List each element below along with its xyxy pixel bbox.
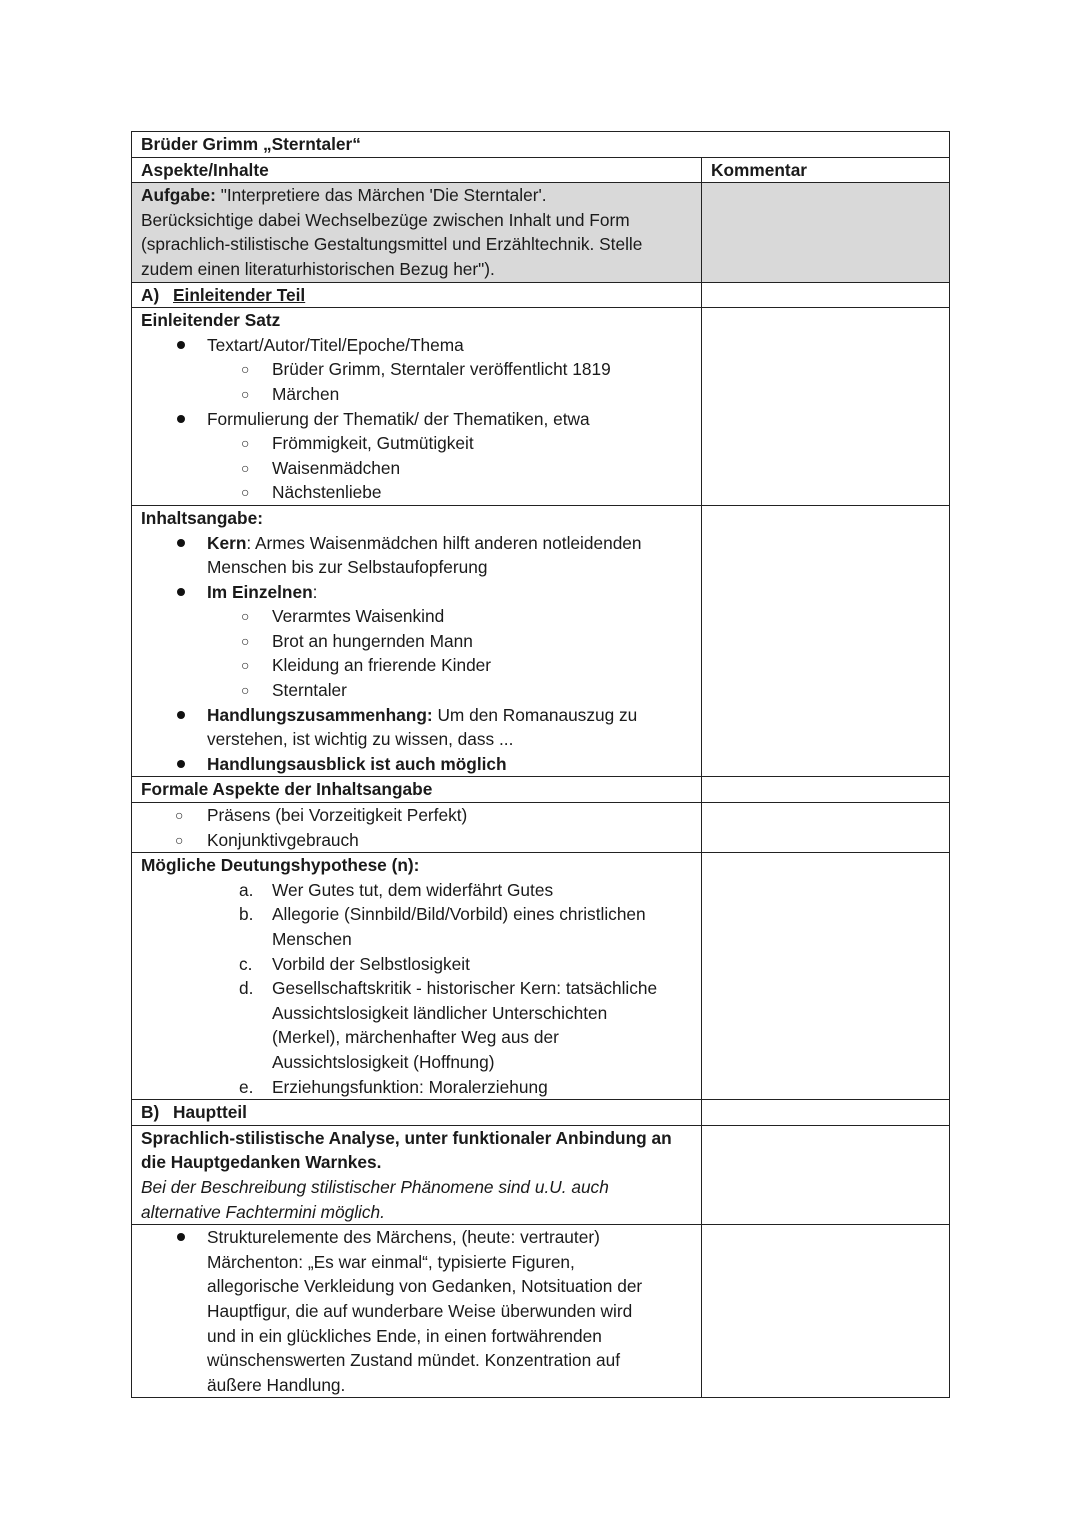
hypothesis-row [132, 853, 950, 1100]
circle-bullet-icon: ○ [241, 385, 250, 402]
structure-comment-cell [702, 1225, 950, 1398]
formal-items-cell: ○ Präsens (bei Vorzeitigkeit Perfekt) ○ Konjunktivgebrauch [132, 803, 702, 853]
circle-bullet-icon: ○ [175, 807, 184, 824]
summary-cell: Inhaltsangabe: Kern: Armes Waisenmädchen hilft anderen notleidenden Menschen bis zur Selbstaufopferung Im Einzelnen: ○ Verarmtes Waisenkind ○ Brot an hungernden Mann ○ Kleidung an frierende Kinder ○ Sterntaler Handlungszusammenhang: Um den Romanauszug zu verstehen, ist wichtig zu wissen, dass ... Handlungsausblick ist auch möglich [132, 505, 702, 777]
circle-bullet-icon: ○ [241, 484, 250, 501]
analysis-row [132, 1125, 950, 1224]
circle-bullet-icon: ○ [241, 632, 250, 649]
bullet-icon [177, 711, 185, 719]
section-b-comment-cell [702, 1100, 950, 1126]
assignment-table [131, 131, 950, 1398]
document-title: Brüder Grimm „Sterntaler“ [132, 132, 950, 158]
circle-bullet-icon: ○ [241, 608, 250, 625]
circle-bullet-icon: ○ [241, 435, 250, 452]
section-a-row [132, 282, 950, 308]
circle-bullet-icon: ○ [241, 459, 250, 476]
structure-cell: Strukturelemente des Märchens, (heute: vertrauter) Märchenton: „Es war einmal“, typisierte Figuren, allegorische Verkleidung von Gedanken, Notsituation der Hauptfigur, die auf wunderbare Weise überwunden wird und in ein glückliches Ende, in einen fortwährenden wünschenswerten Zustand mündet. Konzentration auf äußere Handlung. [132, 1225, 702, 1398]
circle-bullet-icon: ○ [175, 831, 184, 848]
structure-row [132, 1225, 950, 1398]
task-row [132, 183, 950, 282]
circle-bullet-icon: ○ [241, 361, 250, 378]
summary-comment-cell [702, 505, 950, 777]
bullet-icon [177, 539, 185, 547]
section-b-row [132, 1100, 950, 1126]
bullet-icon [177, 760, 185, 768]
formal-heading-row [132, 777, 950, 803]
bullet-icon [177, 588, 185, 596]
hypothesis-cell: Mögliche Deutungshypothese (n): a. Wer Gutes tut, dem widerfährt Gutes b. Allegorie (Sinnbild/Bild/Vorbild) eines christlichen Menschen c. Vorbild der Selbstlosigkeit d. Gesellschaftskritik - historischer Kern: tatsächliche Aussichtslosigkeit ländlicher Unterschichten (Merkel), märchenhafter Weg aus der Aussichtslosigkeit (Hoffnung) e. Erziehungsfunktion: Moralerziehung [132, 853, 702, 1100]
intro-row [132, 308, 950, 506]
task-cell: Aufgabe: "Interpretiere das Märchen 'Die Sterntaler'. Berücksichtige dabei Wechselbezüge zwischen Inhalt und Form (sprachlich-stilistische Gestaltungsmittel und Erzähltechnik. Stelle zudem einen literaturhistorischen Bezug her"). [132, 183, 702, 282]
formal-items-row [132, 803, 950, 853]
circle-bullet-icon: ○ [241, 657, 250, 674]
formal-heading: Formale Aspekte der Inhaltsangabe [132, 777, 702, 803]
analysis-comment-cell [702, 1125, 950, 1224]
summary-row [132, 505, 950, 777]
circle-bullet-icon: ○ [241, 682, 250, 699]
header-row [132, 157, 950, 183]
header-aspects: Aspekte/Inhalte [132, 157, 702, 183]
intro-cell: Einleitender Satz Textart/Autor/Titel/Epoche/Thema ○ Brüder Grimm, Sterntaler veröffentlicht 1819 ○ Märchen Formulierung der Thematik/ der Thematiken, etwa ○ Frömmigkeit, Gutmütigkeit ○ Waisenmädchen ○ Nächstenliebe [132, 308, 702, 506]
formal-items-comment-cell [702, 803, 950, 853]
bullet-icon [177, 1233, 185, 1241]
title-row [132, 132, 950, 158]
section-a-comment-cell [702, 282, 950, 308]
hypothesis-comment-cell [702, 853, 950, 1100]
analysis-cell: Sprachlich-stilistische Analyse, unter funktionaler Anbindung an die Hauptgedanken Warnkes. Bei der Beschreibung stilistischer Phänomene sind u.U. auch alternative Fachtermini möglich. [132, 1125, 702, 1224]
header-comment: Kommentar [702, 157, 950, 183]
bullet-icon [177, 341, 185, 349]
section-a-heading: A) Einleitender Teil [132, 282, 702, 308]
intro-comment-cell [702, 308, 950, 506]
formal-heading-comment-cell [702, 777, 950, 803]
bullet-icon [177, 415, 185, 423]
section-b-heading: B) Hauptteil [132, 1100, 702, 1126]
task-comment-cell [702, 183, 950, 282]
